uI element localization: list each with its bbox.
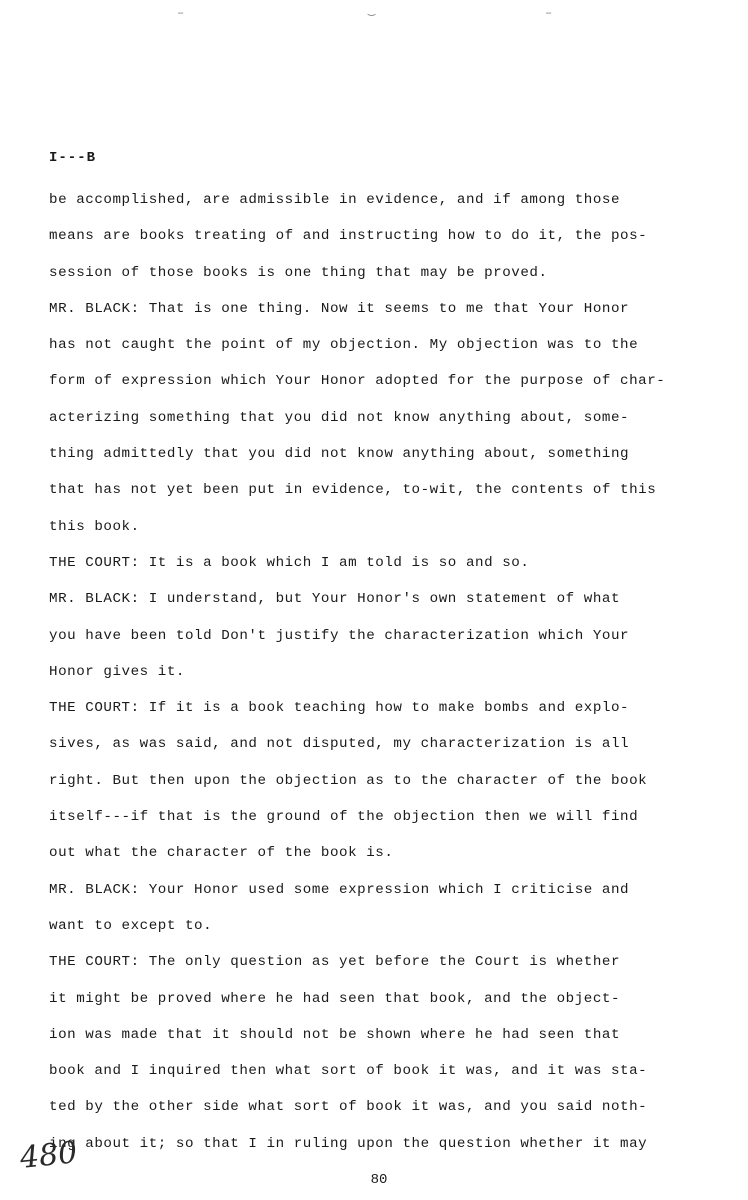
- text-line: want to except to.: [49, 917, 213, 934]
- text-line: itself---if that is the ground of the objection then we will find: [49, 809, 639, 826]
- text-line: that has not yet been put in evidence, to-wit, the contents of this: [49, 482, 657, 499]
- text-line: Honor gives it.: [49, 663, 185, 680]
- text-line: session of those books is one thing that may be proved.: [49, 264, 548, 281]
- text-line: right. But then upon the objection as to the character of the book: [49, 772, 648, 789]
- text-line: THE COURT: The only question as yet before the Court is whether: [49, 954, 621, 971]
- punch-mark-right: –: [545, 6, 553, 20]
- text-line: sives, as was said, and not disputed, my characterization is all: [49, 736, 630, 753]
- text-line: thing admittedly that you did not know anything about, something: [49, 446, 630, 463]
- text-line: out what the character of the book is.: [49, 845, 394, 862]
- text-line: be accomplished, are admissible in evidence, and if among those: [49, 192, 621, 208]
- text-line: it might be proved where he had seen that book, and the object-: [49, 990, 621, 1007]
- text-line: means are books treating of and instructing how to do it, the pos-: [49, 228, 648, 245]
- punch-mark-left: –: [177, 6, 185, 20]
- text-line: this book.: [49, 518, 140, 535]
- text-line: MR. BLACK: I understand, but Your Honor's own statement of what: [49, 591, 621, 608]
- text-line: ion was made that it should not be shown where he had seen that: [49, 1026, 621, 1043]
- text-line: ted by the other side what sort of book it was, and you said noth-: [49, 1099, 648, 1116]
- page-number: 80: [370, 1172, 388, 1188]
- text-line: form of expression which Your Honor adopted for the purpose of char-: [49, 373, 666, 390]
- text-line: THE COURT: It is a book which I am told is so and so.: [49, 554, 530, 571]
- text-line: acterizing something that you did not know anything about, some-: [49, 409, 630, 426]
- transcript-body: [49, 182, 689, 1162]
- text-line: ing about it; so that I in ruling upon the question whether it may: [49, 1135, 648, 1152]
- text-line: MR. BLACK: That is one thing. Now it seems to me that Your Honor: [49, 300, 630, 317]
- text-line: THE COURT: If it is a book teaching how to make bombs and explo-: [49, 700, 630, 717]
- handwritten-page-number: 480: [18, 1135, 79, 1176]
- text-line: has not caught the point of my objection. My objection was to the: [49, 337, 639, 354]
- punch-mark-center: ‿: [368, 3, 376, 17]
- section-header: I---B: [49, 150, 97, 166]
- text-line: MR. BLACK: Your Honor used some expression which I criticise and: [49, 881, 630, 898]
- text-line: book and I inquired then what sort of book it was, and it was sta-: [49, 1063, 648, 1080]
- text-line: you have been told Don't justify the characterization which Your: [49, 627, 630, 644]
